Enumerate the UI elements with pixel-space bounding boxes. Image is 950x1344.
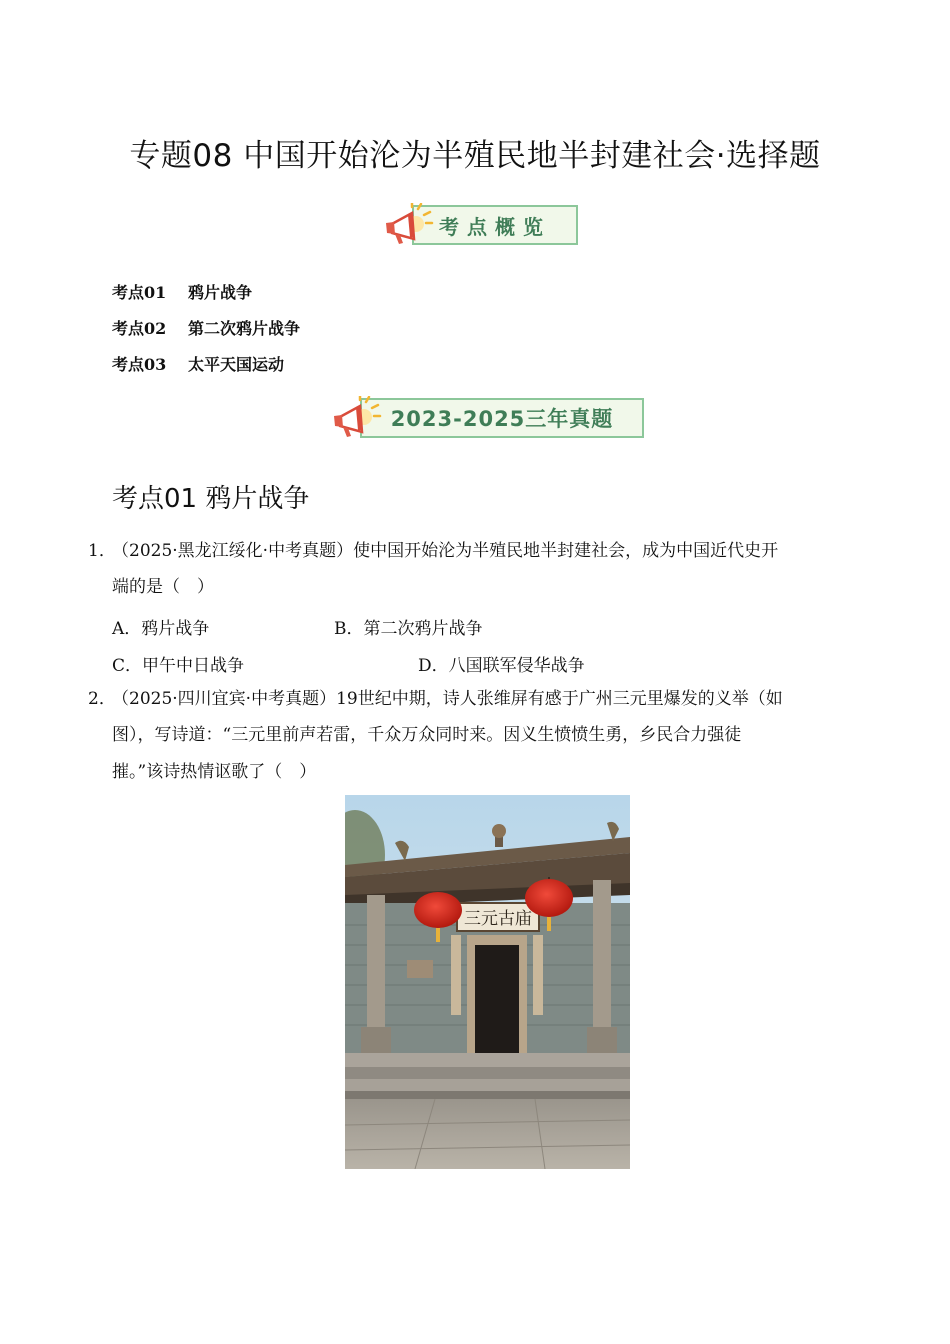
toc-item-name: 太平天国运动 bbox=[188, 355, 285, 374]
question-1-line-1: （2025·黑龙江绥化·中考真题）使中国开始沦为半殖民地半封建社会，成为中国近代史开 bbox=[112, 541, 779, 561]
section-heading bbox=[112, 478, 309, 515]
question-1-option-c: C．甲午中日战争 bbox=[112, 656, 245, 676]
years-banner-label: 2023-2025三年真题 bbox=[360, 398, 644, 438]
toc-item-1 bbox=[112, 280, 252, 303]
toc-item-2 bbox=[112, 316, 300, 339]
toc-item-name: 第二次鸦片战争 bbox=[188, 319, 301, 338]
toc-item-num: 考点03 bbox=[112, 355, 167, 374]
question-2-number: 2． bbox=[88, 689, 116, 709]
question-2-line-2: 图），写诗道：“三元里前声若雷，千众万众同时来。因义生愤愤生勇，乡民合力强徒 bbox=[112, 725, 742, 745]
page-title: 专题08 中国开始沦为半殖民地半封建社会·选择题 bbox=[129, 138, 821, 174]
section-num: 考点01 bbox=[112, 484, 198, 514]
megaphone-icon bbox=[330, 396, 382, 442]
megaphone-icon bbox=[382, 203, 434, 249]
section-name: 鸦片战争 bbox=[205, 484, 310, 514]
toc-item-num: 考点01 bbox=[112, 283, 167, 302]
question-2-line-1: （2025·四川宜宾·中考真题）19世纪中期，诗人张维屏有感于广州三元里爆发的义举（如 bbox=[112, 689, 783, 709]
toc-item-3 bbox=[112, 352, 284, 375]
temple-plaque-text: 三元古庙 bbox=[464, 909, 532, 929]
question-1-option-d: D．八国联军侵华战争 bbox=[418, 656, 585, 676]
overview-banner bbox=[382, 205, 578, 245]
question-1-number: 1． bbox=[88, 541, 116, 561]
question-1-option-b: B．第二次鸦片战争 bbox=[334, 619, 483, 639]
temple-photo bbox=[345, 795, 630, 1169]
overview-banner-label: 考点概览 bbox=[412, 205, 578, 245]
toc-item-num: 考点02 bbox=[112, 319, 167, 338]
question-2-line-3: 摧。”该诗热情讴歌了（ ） bbox=[112, 762, 317, 782]
question-1-option-a: A．鸦片战争 bbox=[112, 619, 210, 639]
question-1-line-2: 端的是（ ） bbox=[112, 577, 214, 597]
years-banner bbox=[330, 398, 644, 438]
toc-item-name: 鸦片战争 bbox=[188, 283, 253, 302]
